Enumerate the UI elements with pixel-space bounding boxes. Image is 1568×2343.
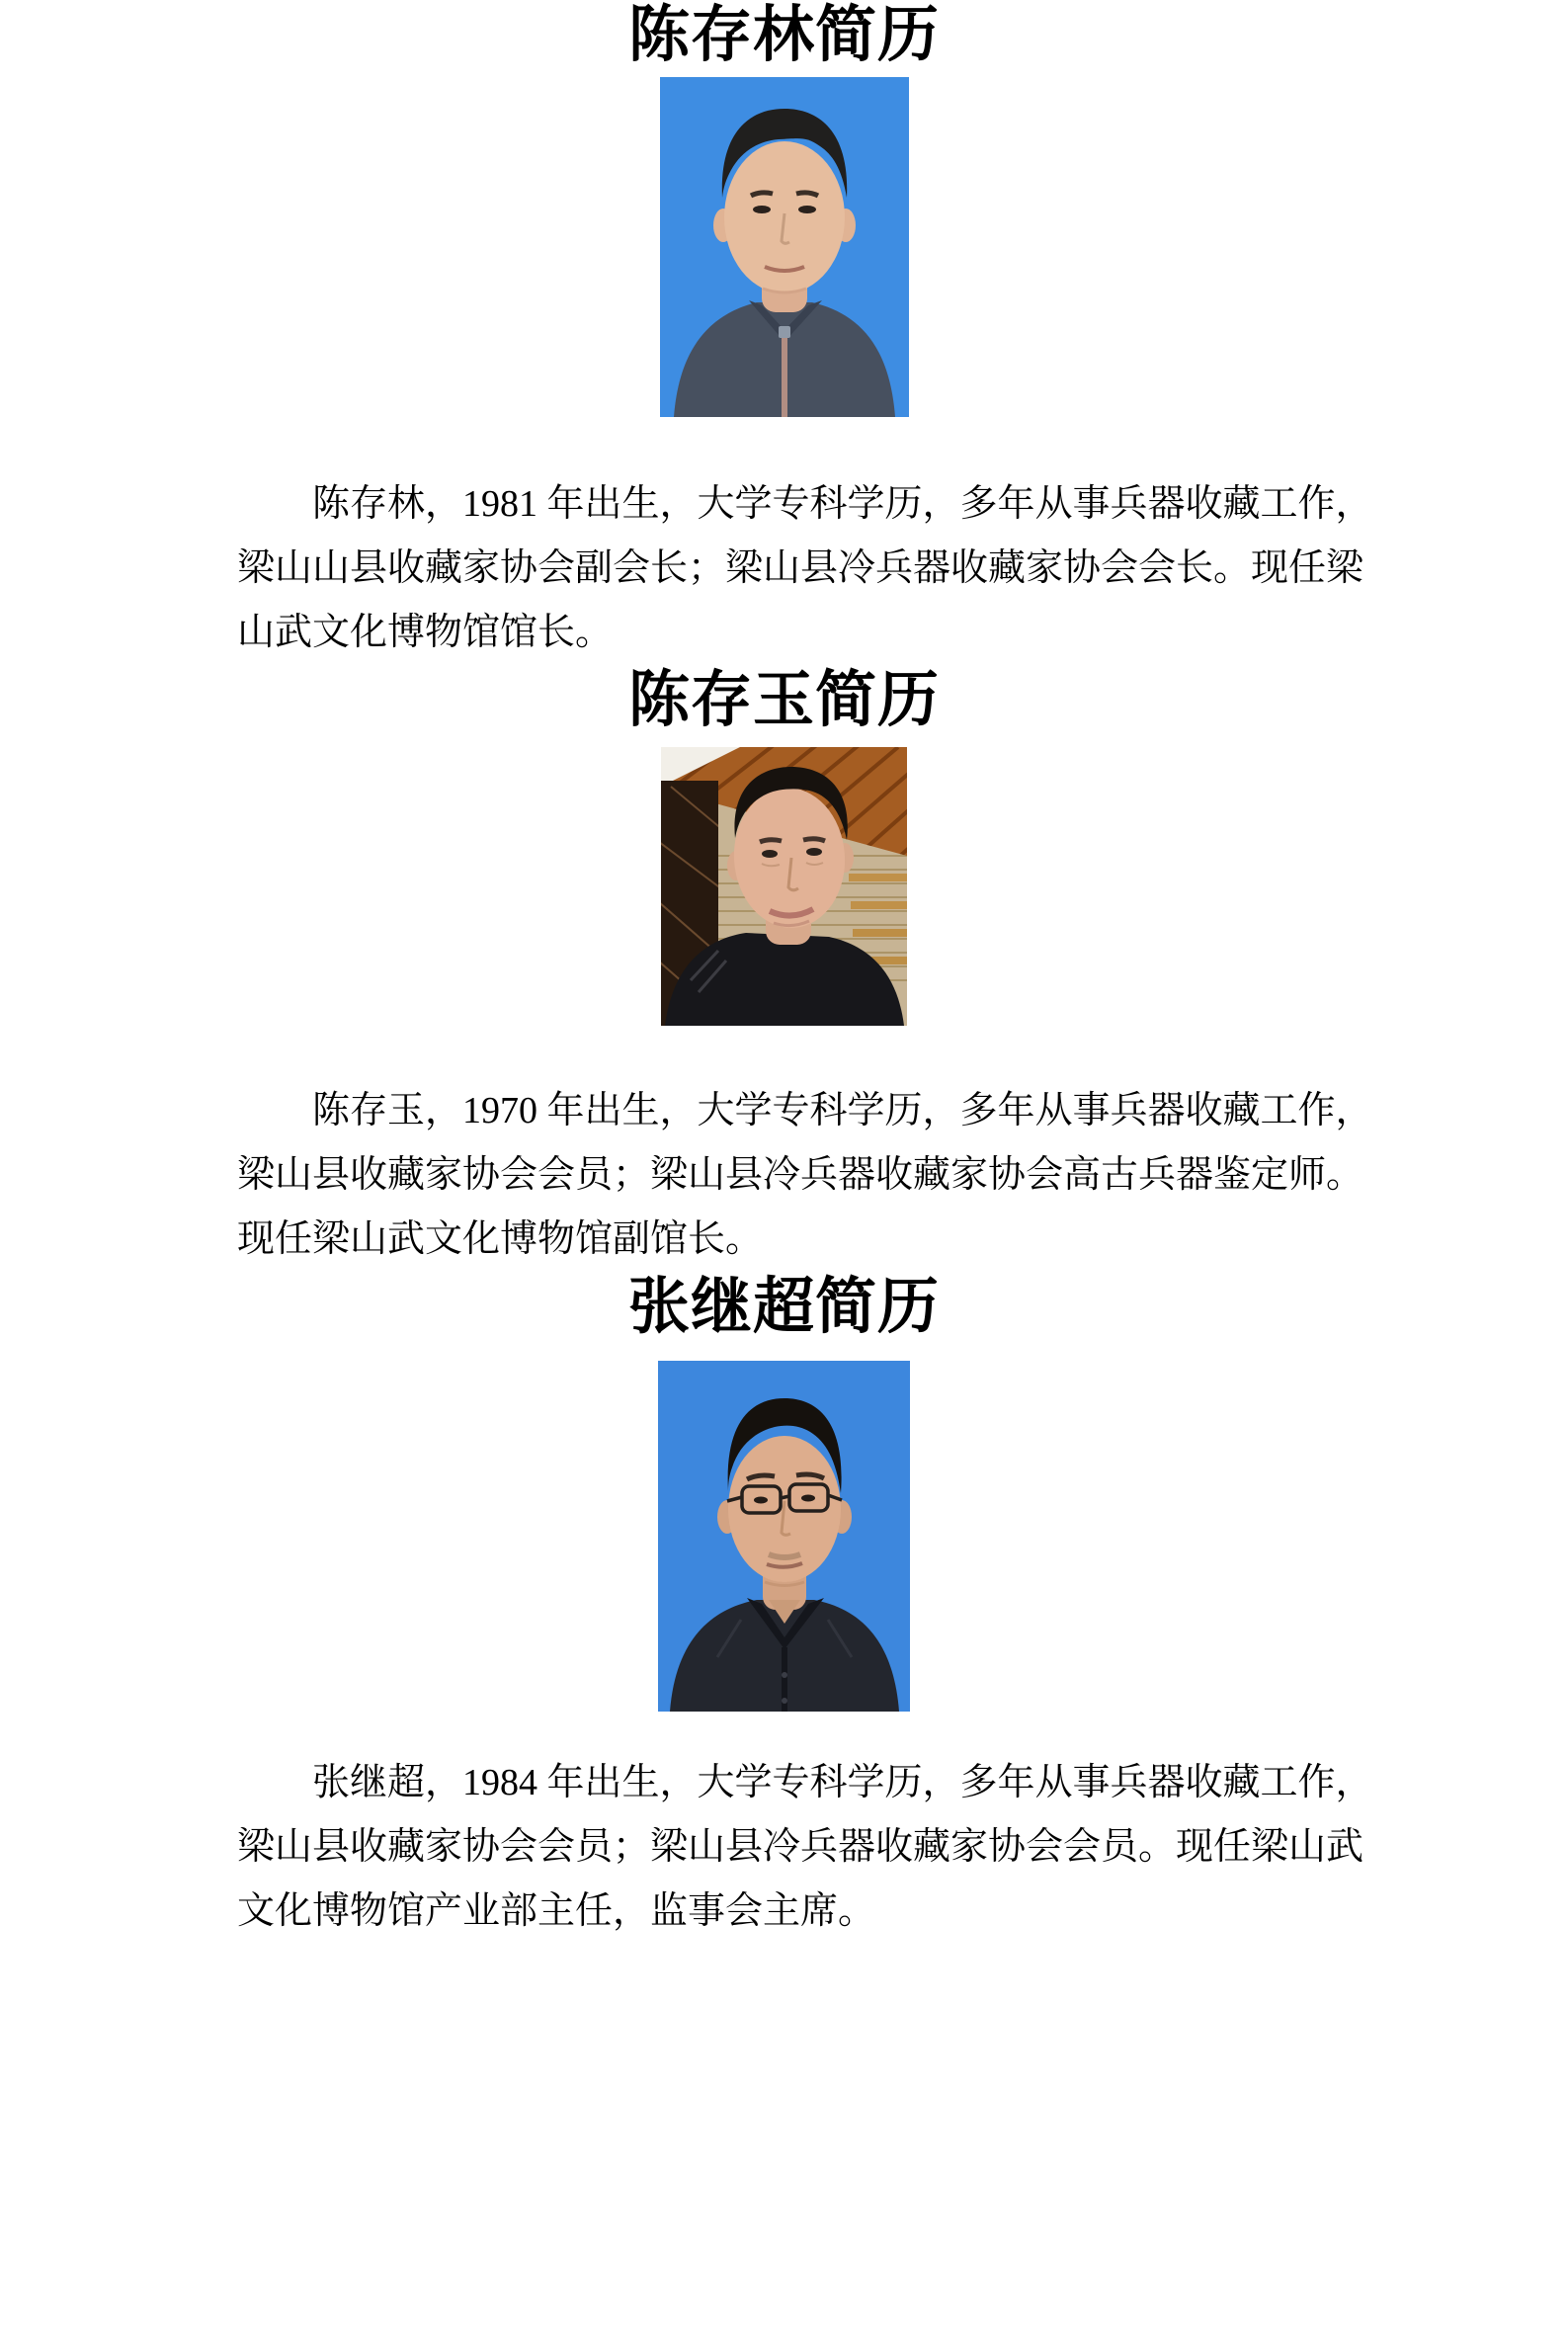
paragraph-line: 陈存林，1981 年出生，大学专科学历，多年从事兵器收藏工作，	[312, 483, 1373, 525]
paragraph-line: 陈存玉，1970 年出生，大学专科学历，多年从事兵器收藏工作，	[312, 1090, 1373, 1131]
profile-title: 陈存林简历	[627, 2, 940, 69]
profile-title: 张继超简历	[627, 1274, 940, 1341]
profile-section-zhang-jichao	[0, 1272, 1568, 1944]
profile-photo-zhang-jichao	[658, 1361, 910, 1712]
paragraph-line: 梁山县收藏家协会会员；梁山县冷兵器收藏家协会会员。现任梁山武	[237, 1826, 1364, 1868]
portrait-photo	[660, 77, 909, 417]
profile-section-chen-cunlin	[0, 0, 1568, 665]
paragraph-line: 梁山山县收藏家协会副会长；梁山县冷兵器收藏家协会会长。现任梁	[237, 547, 1364, 589]
profile-paragraph	[0, 472, 1568, 665]
profile-paragraph	[0, 1079, 1568, 1272]
paragraph-line: 张继超，1984 年出生，大学专科学历，多年从事兵器收藏工作，	[312, 1762, 1373, 1803]
profile-paragraph	[0, 1751, 1568, 1944]
paragraph-line: 现任梁山武文化博物馆副馆长。	[237, 1218, 764, 1260]
portrait-photo	[661, 747, 907, 1026]
portrait-photo	[658, 1361, 910, 1712]
paragraph-line: 文化博物馆产业部主任，监事会主席。	[237, 1890, 876, 1932]
profile-photo-chen-cunyu	[661, 747, 907, 1026]
paragraph-line: 山武文化博物馆馆长。	[237, 612, 614, 653]
profile-photo-chen-cunlin	[660, 77, 909, 417]
paragraph-line: 梁山县收藏家协会会员；梁山县冷兵器收藏家协会高古兵器鉴定师。	[237, 1154, 1364, 1196]
profile-section-chen-cunyu	[0, 665, 1568, 1272]
profile-title: 陈存玉简历	[627, 667, 940, 734]
